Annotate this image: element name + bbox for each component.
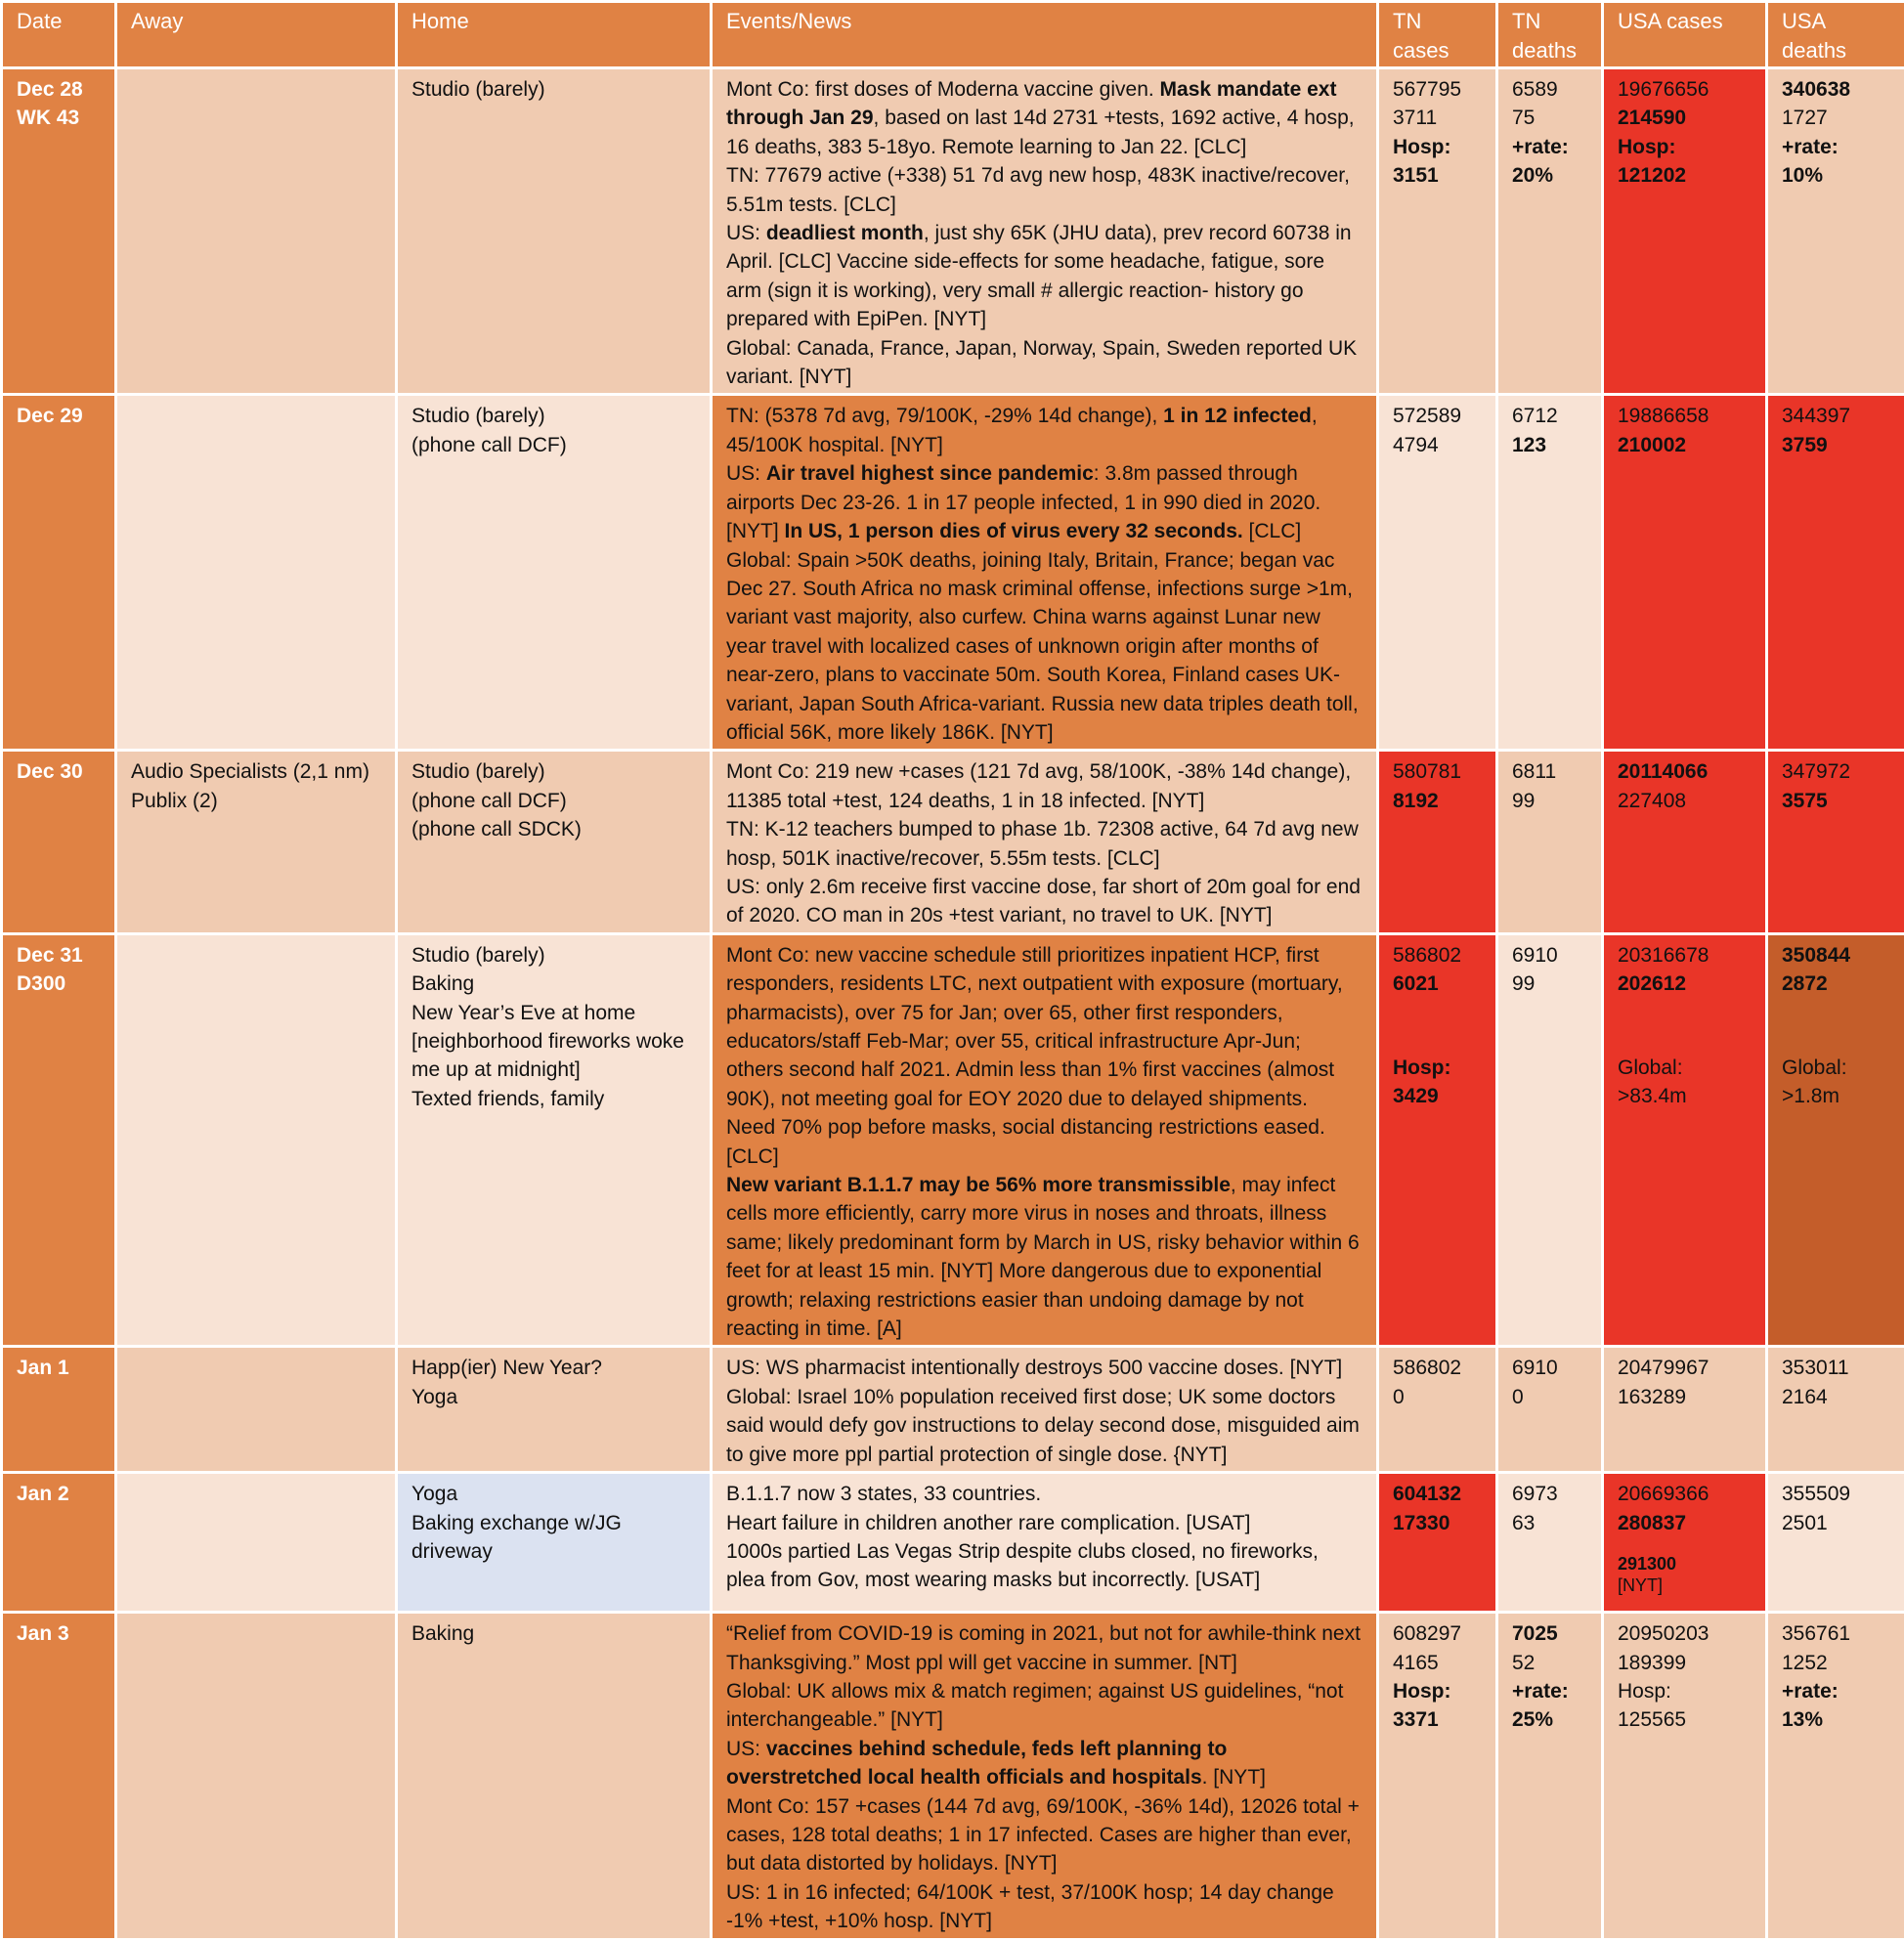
spacer [1393,191,1482,220]
tn-deaths-cell [1497,395,1603,751]
news-text: TN: (5378 7d avg, 79/100K, -29% 14d change), [726,405,1163,427]
stat-stack [1512,1354,1587,1411]
stat-stack [1618,1354,1752,1411]
stat-stack [1393,75,1482,220]
home-cell [397,933,712,1347]
news-item [726,75,1363,161]
stat-total: 6910 [1512,1354,1587,1382]
news-text: [CLC] [1243,520,1302,542]
news-text: . [NYT] [1202,1766,1266,1789]
news-highlight: vaccines behind schedule, feds left planning to overstretched local health officials and hospitals [726,1738,1227,1789]
stat-extra-label: Hosp: [1393,133,1482,161]
table-row [2,751,1904,933]
stat-stack [1393,757,1482,815]
usa-cases-cell [1603,395,1767,751]
stat-new: 123 [1512,431,1587,459]
news-item [726,1383,1363,1469]
spacer [1618,191,1752,220]
tn-cases-cell [1378,933,1497,1347]
stat-stack [1618,941,1752,1111]
news-item [726,1480,1363,1508]
spacer [1782,191,1890,220]
stat-extra-label: +rate: [1782,133,1890,161]
home-cell [397,68,712,395]
news-item [726,1354,1363,1382]
news-item [726,815,1363,873]
tn-deaths-cell [1497,68,1603,395]
news-highlight: In US, 1 person dies of virus every 32 seconds. [785,520,1243,542]
stat-stack [1782,1480,1890,1537]
spacer [1512,1735,1587,1768]
stat-stack [1512,75,1587,220]
tn-deaths-cell [1497,751,1603,933]
news-text: TN: 77679 active (+338) 51 7d avg new hosp, 483K inactive/recover, 5.51m tests. [CLC] [726,164,1350,215]
date-line: Jan 1 [17,1354,101,1382]
home-cell [397,1613,712,1939]
home-cell [397,1473,712,1613]
news-item [726,161,1363,219]
events-cell [712,68,1378,395]
stat-extra-label: Hosp: [1393,1054,1482,1082]
spacer [1782,1735,1890,1768]
stat-new: 4794 [1393,431,1482,459]
stat-total: 19676656 [1618,75,1752,104]
stat-new: 4165 [1393,1649,1482,1677]
home-item: (phone call DCF) [411,431,696,459]
stat-total: 347972 [1782,757,1890,786]
stat-stack [1393,402,1482,459]
usa-cases-cell [1603,1473,1767,1613]
usa-cases-cell [1603,933,1767,1347]
events-cell [712,751,1378,933]
stat-new: 0 [1512,1383,1587,1411]
news-item [726,1509,1363,1537]
stat-new: 189399 [1618,1649,1752,1677]
stat-new: 99 [1512,970,1587,998]
stat-extra-label: Hosp: [1618,1677,1752,1705]
stat-stack [1393,1480,1482,1537]
news-item [726,1677,1363,1735]
stat-new: 1727 [1782,104,1890,132]
stat-extra-value: 10% [1782,161,1890,190]
stat-total: 6712 [1512,402,1587,430]
stat-total: 20316678 [1618,941,1752,970]
stat-total: 340638 [1782,75,1890,104]
home-item: Happ(ier) New Year? [411,1354,696,1382]
away-item: Publix (2) [131,787,381,815]
header-date: Date [2,2,116,68]
spacer [1618,999,1752,1054]
usa-deaths-cell [1767,68,1904,395]
stat-total: 608297 [1393,1619,1482,1648]
stat-total: 20114066 [1618,757,1752,786]
stat-extra-value: 3429 [1393,1082,1482,1110]
stat-stack [1782,1354,1890,1411]
events-cell [712,1473,1378,1613]
news-item [726,873,1363,930]
news-item [726,1878,1363,1936]
news-text: , based on last 14d 2731 +tests, 1692 active, 4 hosp, 16 deaths, 383 5-18yo. Remote learning to Jan 22. [CLC] [726,107,1355,157]
news-text: “Relief from COVID-19 is coming in 2021, but not for awhile-think next Thanksgiving.” Most ppl will get vaccine in summer. [NT] [726,1622,1361,1673]
tn-cases-cell [1378,395,1497,751]
home-item: Texted friends, family [411,1085,696,1113]
stat-new: 8192 [1393,787,1482,815]
stat-total: 586802 [1393,1354,1482,1382]
usa-deaths-cell [1767,1347,1904,1473]
stat-new: 1252 [1782,1649,1890,1677]
stat-extra-value: 13% [1782,1705,1890,1734]
stat-new: 2501 [1782,1509,1890,1537]
date-line: Dec 30 [17,757,101,786]
usa-deaths-cell [1767,395,1904,751]
away-cell [116,1347,397,1473]
stat-extra-label: Hosp: [1393,1677,1482,1705]
home-cell [397,395,712,751]
news-text: Global: Spain >50K deaths, joining Italy, Britain, France; began vac Dec 27. South Africa no mask criminal offense, infections surge >1m, variant vast majority, also curfew. China warns against Lunar new year travel with localized cases of unknown origin after months of near-zero, plans to vaccinate 50m. South Korea, Finland cases UK-variant, Japan South Africa-variant. Russia new data triples death toll, official 56K, more likely 186K. [NYT] [726,549,1359,744]
stat-new: 75 [1512,104,1587,132]
stat-new: 2164 [1782,1383,1890,1411]
stat-extra-value: >1.8m [1782,1082,1890,1110]
stat-total: 7025 [1512,1619,1587,1648]
stat-extra-value: >83.4m [1618,1082,1752,1110]
home-item: Baking exchange w/JG driveway [411,1509,696,1567]
stat-extra-label: +rate: [1512,1677,1587,1705]
stat-stack [1393,1619,1482,1768]
stat-extra-label: Global: [1782,1054,1890,1082]
tn-cases-cell [1378,751,1497,933]
home-cell [397,1347,712,1473]
usa-deaths-cell [1767,751,1904,933]
news-item [726,1537,1363,1595]
home-item: (phone call DCF) [411,787,696,815]
away-cell [116,395,397,751]
stat-extra-value: 121202 [1618,161,1752,190]
stat-new: 163289 [1618,1383,1752,1411]
stat-extra-value: 25% [1512,1705,1587,1734]
header-tn-cases: TN cases [1378,2,1497,68]
news-highlight: New variant B.1.1.7 may be 56% more transmissible [726,1174,1231,1196]
away-cell [116,751,397,933]
news-item [726,941,1363,1171]
header-away: Away [116,2,397,68]
stat-new: 280837 [1618,1509,1752,1537]
stat-stack [1618,1480,1752,1596]
home-item: New Year’s Eve at home [neighborhood fireworks woke me up at midnight] [411,999,696,1085]
usa-deaths-cell [1767,933,1904,1347]
stat-extra-value: 3371 [1393,1705,1482,1734]
stat-extra-label: +rate: [1512,133,1587,161]
stat-extra-value: 125565 [1618,1705,1752,1734]
news-item [726,334,1363,392]
news-text: B.1.1.7 now 3 states, 33 countries. [726,1483,1041,1505]
tn-deaths-cell [1497,933,1603,1347]
news-item [726,219,1363,334]
stat-new: 52 [1512,1649,1587,1677]
stat-total: 20669366 [1618,1480,1752,1508]
table-row [2,1473,1904,1613]
date-cell [2,1613,116,1939]
home-item: Studio (barely) [411,941,696,970]
news-text: Mont Co: new vaccine schedule still prioritizes inpatient HCP, first responders, residents LTC, next outpatient with exposure (mortuary, pharmacists), over 75 for Jan; over 65, other first responders, educators/staff Feb-Mar; over 55, critical infrastructure Apr-Jun; others second half 2021. Admin less than 1% first vaccines (almost 90K), not meeting goal for EOY 2020 due to delayed shipments. Need 70% pop before masks, social distancing restrictions eased. [CLC] [726,944,1343,1168]
stat-stack [1393,941,1482,1111]
stat-new: 99 [1512,787,1587,815]
news-text: US: WS pharmacist intentionally destroys 500 vaccine doses. [NYT] [726,1357,1342,1379]
home-item: Studio (barely) [411,75,696,104]
stat-stack [1618,1619,1752,1768]
stat-total: 604132 [1393,1480,1482,1508]
date-line: D300 [17,970,101,998]
stat-stack [1782,402,1890,459]
stat-stack [1512,1480,1587,1537]
tn-deaths-cell [1497,1613,1603,1939]
stat-total: 353011 [1782,1354,1890,1382]
news-text: US: [726,222,766,244]
table-row [2,1347,1904,1473]
tn-cases-cell [1378,1347,1497,1473]
usa-cases-cell [1603,68,1767,395]
date-cell [2,1347,116,1473]
away-item: Audio Specialists (2,1 nm) [131,757,381,786]
stat-total: 344397 [1782,402,1890,430]
date-line: Dec 29 [17,402,101,430]
news-text: Global: Canada, France, Japan, Norway, Spain, Sweden reported UK variant. [NYT] [726,337,1357,388]
news-text: Mont Co: 219 new +cases (121 7d avg, 58/100K, -38% 14d change), 11385 total +test, 124 deaths, 1 in 18 infected. [NYT] [726,760,1351,811]
stat-new: 0 [1393,1383,1482,1411]
stat-stack [1512,941,1587,999]
news-text: US: [726,1738,766,1760]
spacer [1512,191,1587,220]
table-row [2,68,1904,395]
stat-total: 567795 [1393,75,1482,104]
events-cell [712,1613,1378,1939]
spacer [1782,999,1890,1054]
stat-stack [1512,402,1587,459]
header-events: Events/News [712,2,1378,68]
tn-deaths-cell [1497,1347,1603,1473]
usa-deaths-cell [1767,1613,1904,1939]
stat-stack [1618,75,1752,220]
stat-new: 214590 [1618,104,1752,132]
home-item: Studio (barely) [411,757,696,786]
stat-extra-label: +rate: [1782,1677,1890,1705]
events-cell [712,933,1378,1347]
news-item [726,546,1363,748]
spacer [1618,1537,1752,1553]
news-item [726,1735,1363,1792]
events-cell [712,395,1378,751]
stat-new: 17330 [1393,1509,1482,1537]
news-item [726,1619,1363,1677]
stat-new: 3711 [1393,104,1482,132]
stat-total: 6973 [1512,1480,1587,1508]
news-text: 1000s partied Las Vegas Strip despite clubs closed, no fireworks, plea from Gov, most wearing masks but incorrectly. [USAT] [726,1540,1319,1591]
away-cell [116,1613,397,1939]
news-highlight: Mask mandate ext through Jan 29 [726,78,1336,129]
usa-cases-cell [1603,1613,1767,1939]
home-item: Baking [411,970,696,998]
stat-total: 6910 [1512,941,1587,970]
news-highlight: Air travel highest since pandemic [766,462,1094,485]
news-text: US: 1 in 16 infected; 64/100K + test, 37/100K hosp; 14 day change -1% +test, +10% hosp. [NYT] [726,1881,1334,1932]
stat-stack [1512,757,1587,815]
stat-total: 572589 [1393,402,1482,430]
events-cell [712,1347,1378,1473]
news-text: TN: K-12 teachers bumped to phase 1b. 72308 active, 64 7d avg new hosp, 501K inactive/recover, 5.55m tests. [CLC] [726,818,1359,869]
stat-new: 63 [1512,1509,1587,1537]
news-text: US: [726,462,766,485]
stat-extra-value: 20% [1512,161,1587,190]
stat-total: 355509 [1782,1480,1890,1508]
news-text: Global: Israel 10% population received first dose; UK some doctors said would defy gov instructions to delay second dose, misguided aim to give more ppl partial protection of single dose. {NYT] [726,1386,1360,1466]
stat-stack [1782,757,1890,815]
header-usa-cases: USA cases [1603,2,1767,68]
home-item: (phone call SDCK) [411,815,696,843]
spacer [1393,999,1482,1054]
date-cell [2,933,116,1347]
table-row [2,1613,1904,1939]
news-item [726,1171,1363,1343]
date-line: Jan 2 [17,1480,101,1508]
table-row [2,933,1904,1347]
spacer [1618,1735,1752,1768]
stat-stack [1618,757,1752,815]
stat-new: 3575 [1782,787,1890,815]
news-highlight: 1 in 12 infected [1163,405,1312,427]
date-cell [2,395,116,751]
date-cell [2,68,116,395]
home-item: Studio (barely) [411,402,696,430]
stat-total: 20479967 [1618,1354,1752,1382]
stat-stack [1393,1354,1482,1411]
spacer [1393,1735,1482,1768]
date-line: Dec 31 [17,941,101,970]
stat-extra-label: Hosp: [1618,133,1752,161]
news-text: , 45/100K hospital. [NYT] [726,405,1318,455]
date-cell [2,1473,116,1613]
news-text: Global: UK allows mix & match regimen; against US guidelines, “not interchangeable.” [NYT] [726,1680,1343,1731]
date-line: Dec 28 [17,75,101,104]
away-cell [116,933,397,1347]
header-row [2,2,1904,68]
stat-new: 3759 [1782,431,1890,459]
stat-new: 2872 [1782,970,1890,998]
news-highlight: deadliest month [766,222,924,244]
usa-cases-cell [1603,1347,1767,1473]
news-item [726,757,1363,815]
stat-stack [1512,1619,1587,1768]
stat-new: 210002 [1618,431,1752,459]
stat-stack [1618,402,1752,459]
home-item: Yoga [411,1383,696,1411]
tn-cases-cell [1378,68,1497,395]
away-cell [116,68,397,395]
stat-total: 586802 [1393,941,1482,970]
news-text: , just shy 65K (JHU data), prev record 60738 in April. [CLC] Vaccine side-effects for some headache, fatigue, sore arm (sign it is working), very small # allergic reaction- history go prepared with EpiPen. [NYT] [726,222,1352,330]
away-cell [116,1473,397,1613]
home-item: Baking [411,1619,696,1648]
news-text: Heart failure in children another rare complication. [USAT] [726,1512,1251,1534]
stat-total: 350844 [1782,941,1890,970]
stat-new: 202612 [1618,970,1752,998]
date-line: Jan 3 [17,1619,101,1648]
tn-cases-cell [1378,1613,1497,1939]
date-line: WK 43 [17,104,101,132]
tn-cases-cell [1378,1473,1497,1613]
table-row [2,395,1904,751]
tn-deaths-cell [1497,1473,1603,1613]
news-item [726,459,1363,545]
stat-total: 6811 [1512,757,1587,786]
news-text: Mont Co: first doses of Moderna vaccine given. [726,78,1160,101]
usa-deaths-cell [1767,1473,1904,1613]
news-text: Mont Co: 157 +cases (144 7d avg, 69/100K, -36% 14d), 12026 total + cases, 128 total deaths; 1 in 17 infected. Cases are higher than ever, but data distorted by holidays. [NYT] [726,1795,1360,1876]
stat-total: 580781 [1393,757,1482,786]
stat-note-value: 291300 [1618,1553,1752,1574]
usa-cases-cell [1603,751,1767,933]
stat-new: 227408 [1618,787,1752,815]
header-tn-deaths: TN deaths [1497,2,1603,68]
stat-extra-value: 3151 [1393,161,1482,190]
news-text: : 3.8m passed through airports Dec 23-26. 1 in 17 people infected, 1 in 990 died in 2020. [NYT] [726,462,1320,542]
home-item: Yoga [411,1480,696,1508]
news-item [726,402,1363,459]
header-home: Home [397,2,712,68]
stat-stack [1782,75,1890,220]
header-usa-deaths: USA deaths [1767,2,1904,68]
stat-total: 6589 [1512,75,1587,104]
stat-new: 6021 [1393,970,1482,998]
stat-total: 19886658 [1618,402,1752,430]
stat-extra-label: Global: [1618,1054,1752,1082]
home-cell [397,751,712,933]
news-text: US: only 2.6m receive first vaccine dose, far short of 20m goal for end of 2020. CO man in 20s +test variant, no travel to UK. [NYT] [726,876,1361,927]
stat-total: 20950203 [1618,1619,1752,1648]
stat-note-source: [NYT] [1618,1574,1752,1596]
stat-total: 356761 [1782,1619,1890,1648]
news-text: , may infect cells more efficiently, carry more virus in noses and throats, illness same; likely predominant form by March in US, risky behavior within 6 feet for at least 15 min. [NYT] More dangerous due to exponential growth; relaxing restrictions easier than undoing damage by not reacting in time. [A] [726,1174,1360,1340]
stat-stack [1782,941,1890,1111]
date-cell [2,751,116,933]
news-item [726,1792,1363,1878]
stat-stack [1782,1619,1890,1768]
